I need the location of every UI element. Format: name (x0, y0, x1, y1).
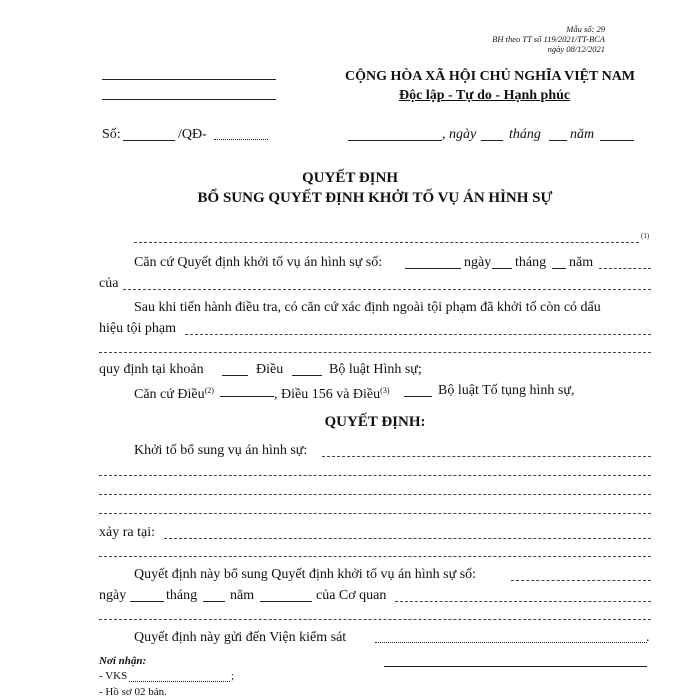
basis-year-blank (599, 268, 651, 269)
supplement-thang: tháng (166, 588, 198, 603)
basis-nam: năm (569, 255, 594, 270)
prosecute-line-1 (322, 456, 651, 457)
article-156-text: , Điều 156 và Điều (274, 387, 381, 402)
supplement-line-2 (99, 619, 651, 620)
supplement-nam: năm (230, 588, 255, 603)
national-title: CỘNG HÒA XÃ HỘI CHỦ NGHĨA VIỆT NAM (345, 69, 636, 84)
form-code (492, 24, 605, 54)
supplement-year-blank (260, 601, 312, 602)
national-motto: Độc lập - Tự do - Hạnh phúc (399, 88, 571, 103)
basis-thang: tháng (515, 255, 547, 270)
recipient-ho-so: - Hồ sơ 02 bản. (99, 686, 167, 698)
number-label: Số: (102, 127, 121, 142)
send-to-dots (375, 642, 647, 643)
basis-cua: của (99, 276, 119, 291)
legal-basis-blank (220, 396, 274, 397)
legal-basis-text (134, 383, 214, 403)
location-line-1 (164, 538, 651, 539)
recipient-vks-end: ; (231, 670, 235, 682)
basis-number-blank (405, 268, 461, 269)
date-day-blank (481, 140, 503, 141)
supplement-ngay: ngày (99, 588, 127, 603)
date-thang: tháng (509, 127, 541, 142)
footnote-2: (2) (204, 386, 214, 395)
supplement-text: Quyết định này bổ sung Quyết định khởi tố vụ án hình sự số: (134, 567, 477, 582)
form-code-line3: ngày 08/12/2021 (547, 44, 605, 54)
number-agency-blank (214, 139, 268, 140)
supplement-cua-co-quan: của Cơ quan (316, 588, 387, 603)
prosecute-text: Khởi tố bổ sung vụ án hình sự: (134, 443, 308, 458)
supplement-month-blank (203, 601, 225, 602)
legal-basis-blank-2 (404, 396, 432, 397)
supplement-day-blank (130, 601, 164, 602)
legal-basis-bltths: Bộ luật Tố tụng hình sự, (438, 383, 575, 398)
clause-blhs: Bộ luật Hình sự; (329, 362, 422, 377)
basis-agency-line (123, 289, 651, 290)
supplement-number-line (511, 580, 651, 581)
prosecute-line-3 (99, 494, 651, 495)
crime-sign-line (185, 334, 651, 335)
prosecute-line-2 (99, 475, 651, 476)
location-line-2 (99, 556, 651, 557)
basis-month-blank (552, 268, 566, 269)
clause-dieu: Điều (256, 362, 284, 377)
doc-title-line2: BỔ SUNG QUYẾT ĐỊNH KHỞI TỐ VỤ ÁN HÌNH SỰ (197, 190, 553, 206)
form-code-line2: BH theo TT số 119/2021/TT-BCA (492, 34, 605, 44)
doc-title-line1: QUYẾT ĐỊNH (302, 170, 398, 186)
prosecute-line-4 (99, 513, 651, 514)
basis-ngay: ngày (464, 255, 492, 270)
crime-sign-line-2 (99, 352, 651, 353)
investigation-text: Sau khi tiến hành điều tra, có căn cứ xác định ngoài tội phạm đã khởi tố còn có dấu (134, 300, 601, 315)
footnote-3: (3) (380, 386, 390, 395)
signature-line (384, 666, 647, 667)
number-blank (123, 140, 175, 141)
clause-text: quy định tại khoản (99, 362, 204, 377)
basis-decision-text: Căn cứ Quyết định khởi tố vụ án hình sự số: (134, 255, 383, 270)
place-blank (348, 140, 442, 141)
recipients-label: Nơi nhận: (99, 655, 147, 667)
recipient-vks: - VKS (99, 670, 128, 682)
number-suffix: /QĐ- (178, 127, 207, 142)
basis-day-blank (492, 268, 512, 269)
clause-blank (222, 375, 248, 376)
form-code-line1: Mẫu số: 29 (566, 24, 605, 34)
recipient-vks-blank (129, 681, 230, 682)
send-to-end: . (646, 630, 650, 645)
location-text: xảy ra tại: (99, 525, 155, 540)
footnote-1: (1) (641, 232, 650, 240)
authority-line (134, 242, 639, 243)
date-nam: năm (570, 127, 595, 142)
send-to-text: Quyết định này gửi đến Viện kiểm sát (134, 630, 347, 645)
clause-article-blank (292, 375, 322, 376)
supplement-agency-line (395, 601, 651, 602)
date-month-blank (549, 140, 567, 141)
agency-line-2 (102, 99, 276, 100)
decision-heading: QUYẾT ĐỊNH: (324, 414, 426, 430)
date-year-blank (600, 140, 634, 141)
legal-basis-label: Căn cứ Điều (134, 387, 205, 402)
agency-line-1 (102, 79, 276, 80)
crime-sign-text: hiệu tội phạm (99, 321, 176, 336)
date-ngay: , ngày (442, 127, 477, 142)
legal-basis-156 (274, 383, 389, 403)
